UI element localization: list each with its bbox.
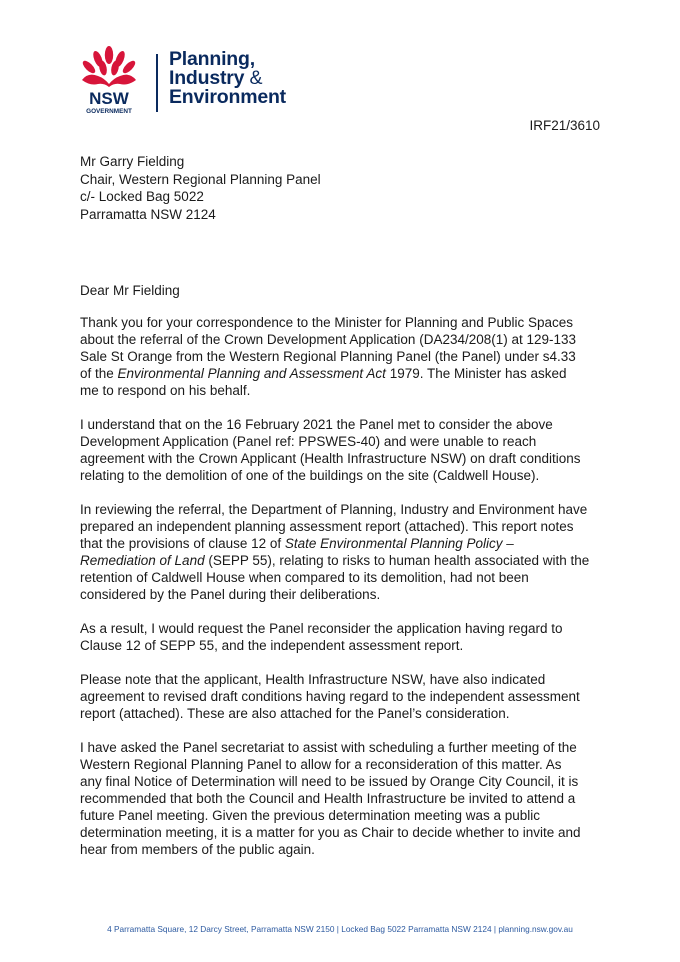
footer-address: 4 Parramatta Square, 12 Darcy Street, Parramatta NSW 2150 | Locked Bag 5022 Parramatta NSW 2124 | planning.nsw.gov.au (107, 924, 573, 934)
waratah-logo-icon (80, 46, 138, 116)
letter-body (80, 314, 620, 875)
policy-title: State Environmental Planning Policy – (284, 536, 514, 551)
paragraph-1: Thank you for your correspondence to the Minister for Planning and Public Spaces about the referral of the Crown Development Application (DA234/208(1) at 129-133 Sale St Orange from the Western Regional Planning Panel (the Panel) under s4.33 of the Environmental Planning and Assessment Act 1979. The Minister has asked me to respond on his behalf. (80, 315, 577, 398)
paragraph-2: I understand that on the 16 February 2021 the Panel met to consider the above Development Application (Panel ref: PPSWES-40) and were unable to reach agreement with the Crown Applicant (Health Infrastructure NSW) on draft conditions relating to the demolition of one of the buildings on the site (Caldwell House). (80, 417, 581, 483)
paragraph-5: Please note that the applicant, Health Infrastructure NSW, have also indicated agreement to revised draft conditions having regard to the independent assessment report (attached). These are also attached for the Panel’s consideration. (80, 672, 580, 721)
policy-title-cont: Remediation of Land (80, 553, 205, 568)
address-line: c/- Locked Bag 5022 (80, 189, 204, 204)
logo-divider (156, 54, 158, 112)
act-title: Environmental Planning and Assessment Act (117, 366, 386, 381)
reference-number: IRF21/3610 (529, 118, 600, 133)
svg-text:GOVERNMENT: GOVERNMENT (86, 108, 132, 115)
dept-line-1: Planning, (169, 48, 255, 70)
svg-text:NSW: NSW (89, 89, 129, 108)
salutation: Dear Mr Fielding (80, 283, 180, 298)
paragraph-4: As a result, I would request the Panel reconsider the application having regard to Clause 12 of SEPP 55, and the independent assessment report. (80, 621, 563, 653)
recipient-address (80, 153, 321, 223)
paragraph-3: In reviewing the referral, the Department of Planning, Industry and Environment have prepared an independent planning assessment report (attached). This report notes that the provisions of clause 12 of State Environmental Planning Policy – Remediation of Land (SEPP 55), relating to risks to human health associated with the retention of Caldwell House when compared to its demolition, had not been considered by the Panel during their deliberations. (80, 502, 590, 602)
dept-line-3: Environment (169, 86, 286, 108)
address-line: Mr Garry Fielding (80, 154, 185, 169)
address-line: Parramatta NSW 2124 (80, 206, 216, 222)
nsw-government-logo (80, 40, 320, 120)
dept-line-2: Industry & (169, 67, 263, 89)
address-line: Chair, Western Regional Planning Panel (80, 171, 321, 187)
paragraph-6: I have asked the Panel secretariat to assist with scheduling a further meeting of the Western Regional Planning Panel to allow for a reconsideration of this matter. As any final Notice of Determination will need to be issued by Orange City Council, it is recommended that both the Council and Health Infrastructure be invited to attend a future Panel meeting. Given the previous determination meeting was a public determination meeting, it is a matter for you as Chair to decide whether to invite and hear from members of the public again. (80, 740, 581, 857)
department-name (169, 50, 286, 107)
